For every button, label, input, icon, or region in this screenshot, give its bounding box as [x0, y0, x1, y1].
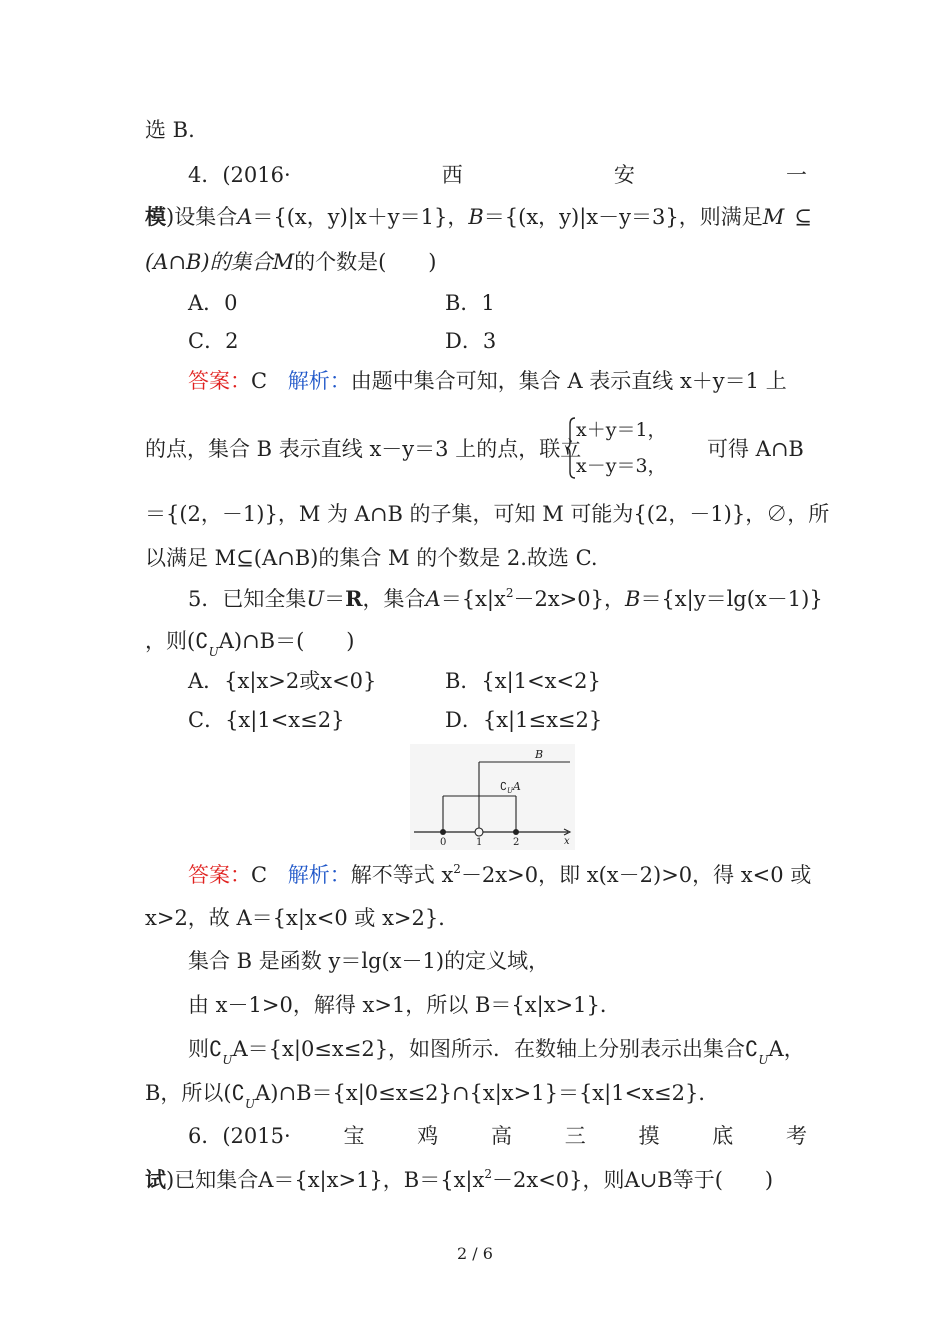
q5-option-c: C．{x|1<x≤2} — [188, 708, 345, 732]
analysis-tag: 解析： — [287, 369, 351, 393]
q4-set-A: A — [237, 205, 253, 229]
answer-value: C — [251, 863, 268, 887]
label-CUA: $∁_UA$ — [500, 780, 521, 795]
answer-tag: 答案： — [188, 863, 251, 887]
figure-background — [410, 744, 575, 850]
point-0 — [440, 829, 446, 835]
explanation-text: 由题中集合可知，集合 A 表示直线 x＋y＝1 上 — [350, 369, 787, 393]
q6-source-char: 摸 — [638, 1124, 660, 1148]
exponent: 2 — [505, 586, 514, 600]
q5-set-U: U — [306, 587, 325, 611]
q4-option-b: B．1 — [445, 291, 495, 315]
q5-option-d: D．{x|1≤x≤2} — [445, 708, 603, 732]
q4-stem-text: 的个数是( ) — [294, 250, 437, 274]
explanation-text: x>2，故 A＝{x|x<0 或 x>2}． — [145, 906, 460, 930]
explanation-text: 解不等式 x — [350, 863, 454, 887]
explanation-text: 可得 A∩B — [707, 437, 804, 461]
q4-option-c: C．2 — [188, 329, 239, 353]
subscript: U — [245, 1097, 256, 1112]
explanation-text: 则∁ — [188, 1037, 223, 1061]
q4-explanation-line-3 — [145, 499, 830, 529]
label-B: B — [535, 748, 544, 761]
q6-source-tail: 试 — [145, 1167, 166, 1192]
q5-stem-text: －2x>0}， — [513, 587, 625, 611]
q4-set-A-def: ＝{(x，y)|x＋y＝1}， — [252, 205, 469, 229]
q6-source-char: 考 — [785, 1124, 807, 1148]
q4-stem-line-2 — [145, 247, 807, 277]
explanation-text: ＝{(2，－1)}，M 为 A∩B 的子集，可知 M 可能为{(2，－1)}，∅，所 — [145, 502, 830, 526]
number-line-figure — [410, 744, 575, 850]
q4-source-char: 安 — [613, 163, 635, 187]
equation-system — [566, 416, 676, 480]
explanation-text: －2x>0，即 x(x－2)>0，得 x<0 或 — [460, 863, 812, 887]
explanation-text: 由 x－1>0，解得 x>1，所以 B＝{x|x>1}． — [188, 993, 621, 1017]
axis-label: x — [564, 836, 570, 847]
exponent: 2 — [453, 862, 461, 876]
subscript: U — [208, 645, 219, 660]
tick-2: 2 — [513, 837, 520, 848]
q6-stem-text: －2x<0}，则A∪B等于( ) — [492, 1168, 774, 1192]
point-2 — [513, 829, 519, 835]
q6-source-char: 高 — [490, 1124, 512, 1148]
q4-number: 4．(2016· — [188, 163, 291, 187]
q4-set-M: M — [272, 250, 295, 274]
q6-source-char: 鸡 — [417, 1124, 439, 1148]
explanation-text: A， — [768, 1037, 805, 1061]
q5-option-b: B．{x|1<x<2} — [445, 669, 601, 693]
q5-set-B: B — [625, 587, 641, 611]
q5-stem-line-1 — [188, 584, 823, 614]
explanation-text: A＝{x|0≤x≤2}，如图所示．在数轴上分别表示出集合∁ — [232, 1037, 759, 1061]
q6-stem-line-2 — [145, 1165, 807, 1195]
q6-source-char: 三 — [564, 1124, 586, 1148]
tick-0: 0 — [440, 837, 447, 848]
q5-option-a: A．{x|x>2或x<0} — [188, 669, 377, 693]
q6-stem-text: )已知集合A＝{x|x>1}，B＝{x|x — [166, 1168, 485, 1192]
explanation-text: 以满足 M⊆(A∩B)的集合 M 的个数是 2.故选 C. — [145, 546, 598, 570]
q4-subset-symbol: ⊆ — [794, 205, 812, 229]
q5-answer-line — [188, 860, 812, 890]
exponent: 2 — [484, 1167, 492, 1181]
point-1-open — [475, 828, 483, 836]
subscript: U — [222, 1053, 233, 1068]
q5-explanation-line-3 — [188, 946, 807, 976]
q5-stem-line-2 — [145, 626, 807, 660]
q4-set-B: B — [468, 205, 484, 229]
answer-tag: 答案： — [188, 369, 251, 393]
q5-stem-text: ，则(∁ — [145, 629, 209, 653]
q5-stem-text: 5．已知全集 — [188, 587, 307, 611]
q6-source-char: 底 — [712, 1124, 734, 1148]
q4-answer-line — [188, 366, 807, 396]
answer-value: C — [251, 369, 268, 393]
q5-explanation-line-5 — [188, 1034, 807, 1068]
left-brace-icon — [566, 416, 576, 480]
explanation-text: 集合 B 是函数 y＝lg(x－1)的定义域， — [188, 949, 550, 973]
page-number — [0, 1244, 950, 1263]
q6-number: 6．(2015· — [188, 1124, 291, 1148]
explanation-text: B，所以(∁ — [145, 1081, 245, 1105]
intro-line — [145, 115, 807, 145]
page-current: 2 — [457, 1244, 468, 1263]
intro-text: 选 B. — [145, 118, 195, 142]
equation-2: x－y＝3， — [576, 455, 667, 477]
q4-stem-line-1 — [145, 202, 812, 232]
analysis-tag: 解析： — [287, 863, 351, 887]
q4-option-a: A．0 — [188, 291, 238, 315]
q4-option-d: D．3 — [445, 329, 497, 353]
q4-set-B-def: ＝{(x，y)|x－y＝3}，则满足 — [483, 205, 763, 229]
q4-source-char: 西 — [441, 163, 463, 187]
q6-heading — [188, 1121, 807, 1151]
q4-explanation-line-4 — [145, 543, 807, 573]
q5-stem-text: A)∩B＝( ) — [218, 629, 355, 653]
page-total: 6 — [482, 1244, 493, 1263]
q4-stem-text: )设集合 — [166, 205, 238, 229]
q5-stem-text: ，集合 — [362, 587, 426, 611]
q5-explanation-line-4 — [188, 990, 807, 1020]
tick-1: 1 — [476, 837, 483, 848]
q5-stem-text: ＝ — [324, 587, 346, 611]
q4-heading — [188, 160, 807, 190]
explanation-text: 的点，集合 B 表示直线 x－y＝3 上的点，联立 — [145, 437, 582, 461]
q5-stem-text: ＝{x|x — [440, 587, 506, 611]
page-separator: / — [472, 1244, 478, 1263]
q5-stem-text: ＝{x|y＝lg(x－1)} — [640, 587, 823, 611]
q4-explanation-line-2b — [707, 434, 807, 464]
q5-explanation-line-6 — [145, 1078, 807, 1112]
q4-source-char: 一 — [785, 163, 807, 187]
explanation-text: A)∩B＝{x|0≤x≤2}∩{x|x>1}＝{x|1<x≤2}． — [255, 1081, 720, 1105]
q5-real-set: R — [345, 586, 363, 611]
q5-explanation-line-2 — [145, 903, 807, 933]
q5-set-A: A — [425, 587, 441, 611]
subscript: U — [758, 1053, 769, 1068]
q4-set-M: M — [762, 205, 785, 229]
equation-1: x＋y＝1， — [576, 419, 667, 441]
q4-stem-text: (A∩B)的集合 — [145, 250, 273, 274]
q6-source-char: 宝 — [343, 1124, 365, 1148]
q4-source-tail: 模 — [145, 204, 166, 229]
